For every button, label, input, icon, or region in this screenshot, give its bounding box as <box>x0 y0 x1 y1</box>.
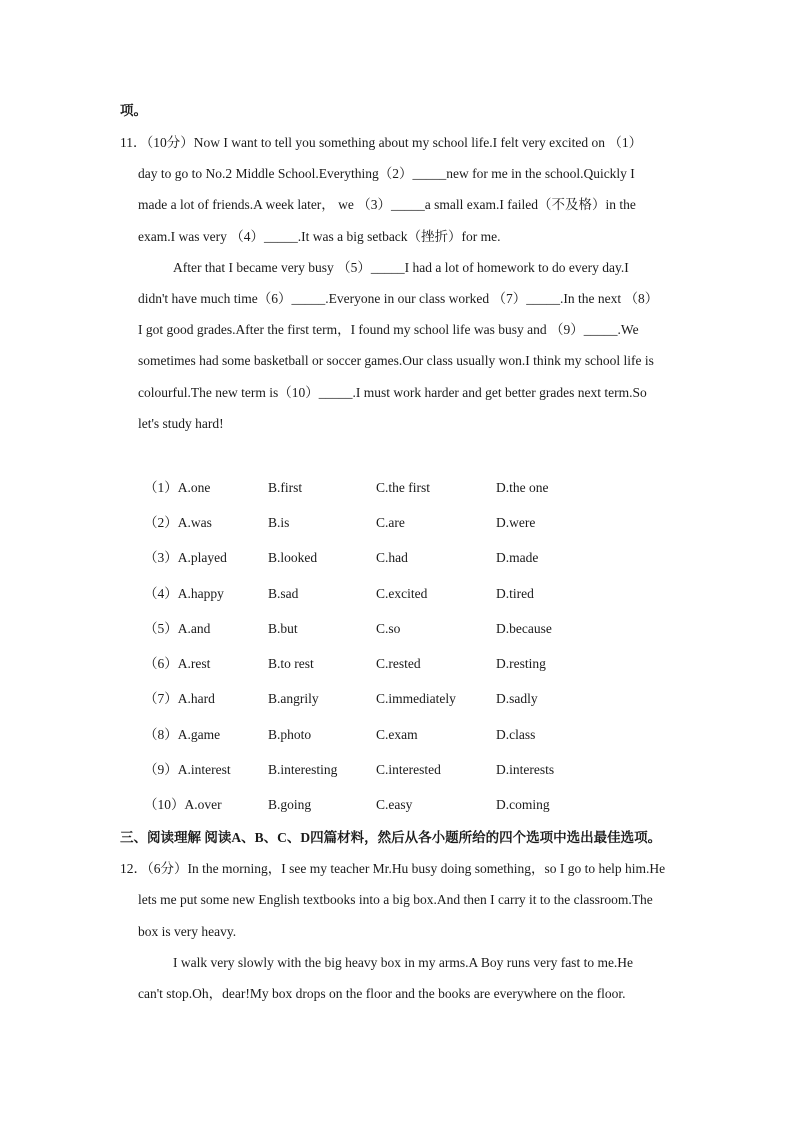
q11-line: made a lot of friends.A week later， we （3）_____a small exam.I failed（不及格）in the <box>138 197 636 212</box>
top-fragment: 项。 <box>120 103 147 118</box>
q12-line: lets me put some new English textbooks into a big box.And then I carry it to the classroom.The <box>138 892 653 907</box>
option-cell: D.sadly <box>496 691 538 706</box>
option-cell: D.coming <box>496 797 550 812</box>
option-cell: D.the one <box>496 480 549 495</box>
q11-line: exam.I was very （4）_____.It was a big setback（挫折）for me. <box>138 229 501 244</box>
option-row <box>0 585 794 603</box>
option-cell: C.excited <box>376 586 428 601</box>
q12-header: 12．（6分）In the morning，I see my teacher Mr.Hu busy doing something，so I go to help him.He <box>120 861 666 876</box>
option-row <box>0 620 794 638</box>
q11-line: let's study hard! <box>138 416 224 431</box>
q11-line: After that I became very busy （5）_____I had a lot of homework to do every day.I <box>173 260 629 275</box>
option-cell: B.first <box>268 480 303 495</box>
option-row <box>0 761 794 779</box>
option-cell: （7）A.hard <box>144 691 215 706</box>
option-cell: （8）A.game <box>144 727 221 742</box>
option-cell: C.interested <box>376 762 441 777</box>
option-cell: B.angrily <box>268 691 319 706</box>
option-cell: C.so <box>376 621 401 636</box>
option-cell: B.photo <box>268 727 312 742</box>
option-cell: D.class <box>496 727 536 742</box>
q11-line: didn't have much time（6）_____.Everyone in our class worked （7）_____.In the next （8） <box>138 291 659 306</box>
option-cell: （9）A.interest <box>144 762 231 777</box>
option-row <box>0 549 794 567</box>
option-cell: B.but <box>268 621 298 636</box>
option-cell: （6）A.rest <box>144 656 211 671</box>
section-heading: 三、阅读理解 阅读A、B、C、D四篇材料，然后从各小题所给的四个选项中选出最佳选项。 <box>120 830 662 845</box>
option-cell: B.looked <box>268 550 318 565</box>
option-row <box>0 796 794 814</box>
q12-line: can't stop.Oh，dear!My box drops on the floor and the books are everywhere on the floor. <box>138 986 626 1001</box>
option-cell: D.because <box>496 621 552 636</box>
option-cell: C.immediately <box>376 691 456 706</box>
option-cell: C.had <box>376 550 408 565</box>
option-cell: （5）A.and <box>144 621 211 636</box>
option-cell: B.interesting <box>268 762 338 777</box>
option-cell: （2）A.was <box>144 515 212 530</box>
q12-line: I walk very slowly with the big heavy box in my arms.A Boy runs very fast to me.He <box>173 955 634 970</box>
option-cell: C.easy <box>376 797 413 812</box>
option-row <box>0 726 794 744</box>
option-cell: （10）A.over <box>144 797 222 812</box>
option-cell: D.interests <box>496 762 555 777</box>
option-cell: B.is <box>268 515 290 530</box>
option-row <box>0 655 794 673</box>
option-cell: （4）A.happy <box>144 586 224 601</box>
option-cell: D.were <box>496 515 536 530</box>
option-cell: （3）A.played <box>144 550 227 565</box>
option-cell: C.are <box>376 515 405 530</box>
option-cell: D.tired <box>496 586 534 601</box>
option-cell: C.the first <box>376 480 430 495</box>
option-row <box>0 514 794 532</box>
option-cell: B.to rest <box>268 656 314 671</box>
option-row <box>0 479 794 497</box>
option-cell: D.made <box>496 550 539 565</box>
option-cell: D.resting <box>496 656 546 671</box>
option-cell: B.sad <box>268 586 299 601</box>
option-cell: B.going <box>268 797 312 812</box>
option-cell: C.exam <box>376 727 418 742</box>
q12-line: box is very heavy. <box>138 924 237 939</box>
option-row <box>0 690 794 708</box>
option-cell: （1）A.one <box>144 480 211 495</box>
q11-line: sometimes had some basketball or soccer games.Our class usually won.I think my school life is <box>138 353 654 368</box>
q11-line: I got good grades.After the first term，I found my school life was busy and （9）_____.We <box>138 322 639 337</box>
q11-header: 11．（10分）Now I want to tell you something about my school life.I felt very excited on （1） <box>120 135 643 150</box>
q11-line: colourful.The new term is（10）_____.I must work harder and get better grades next term.So <box>138 385 647 400</box>
option-cell: C.rested <box>376 656 421 671</box>
q11-line: day to go to No.2 Middle School.Everything（2）_____new for me in the school.Quickly I <box>138 166 635 181</box>
